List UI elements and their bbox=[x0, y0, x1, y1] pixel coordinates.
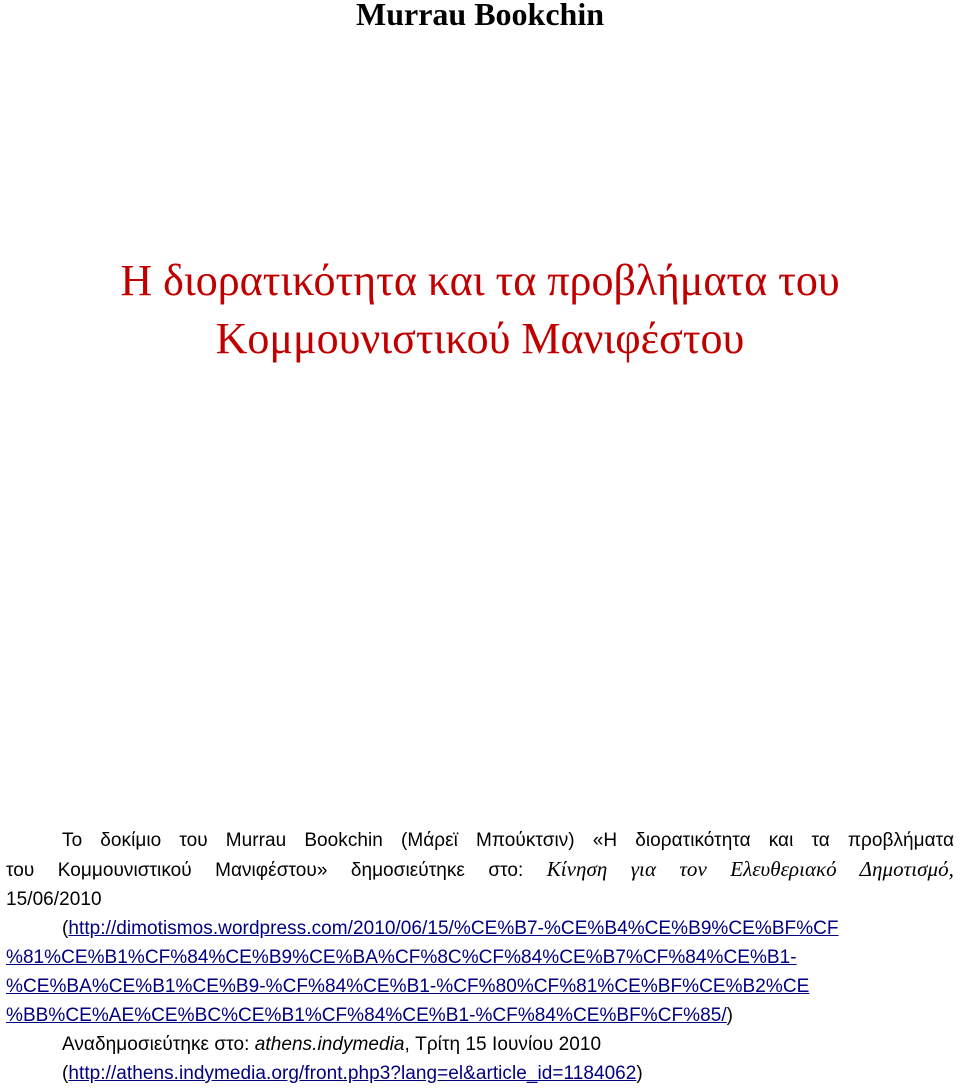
source-link-part-1[interactable]: http://dimotismos.wordpress.com/2010/06/15/%CE%B7-%CE%B4%CE%B9%CE%BF%CF bbox=[68, 918, 839, 939]
document-author: Murrau Bookchin bbox=[355, 0, 605, 32]
intro-line-2-text: του Κομμουνιστικού Μανιφέστου» δημοσιεύτηκε στο: bbox=[6, 860, 524, 881]
close-paren: ) bbox=[726, 1005, 734, 1026]
republication-site: athens.indymedia bbox=[254, 1034, 405, 1055]
url-line-3 bbox=[6, 972, 954, 1001]
close-paren-2: ) bbox=[636, 1063, 643, 1084]
republication-line bbox=[6, 1030, 954, 1059]
open-paren-2: ( bbox=[62, 1063, 69, 1084]
url-line-1 bbox=[6, 914, 954, 943]
republication-label: Αναδημοσιεύτηκε στο: bbox=[62, 1034, 250, 1055]
intro-date: 15/06/2010 bbox=[6, 889, 102, 910]
source-link-part-3[interactable]: %CE%BA%CE%B1%CE%B9-%CF%84%CE%B1-%CF%80%CF%81%CE%BF%CE%B2%CE bbox=[6, 976, 810, 997]
title-line-1: Η διορατικότητα και τα προβλήματα του bbox=[120, 256, 840, 305]
document-title bbox=[0, 252, 960, 368]
indymedia-link[interactable]: http://athens.indymedia.org/front.php3?lang=el&article_id=1184062 bbox=[68, 1063, 637, 1084]
title-line-2: Κομμουνιστικού Μανιφέστου bbox=[215, 314, 745, 363]
url-line-4 bbox=[6, 1001, 954, 1030]
open-paren: ( bbox=[62, 918, 69, 939]
intro-line-2 bbox=[6, 855, 954, 885]
source-link-part-2[interactable]: %81%CE%B1%CF%84%CE%B9%CE%BA%CF%8C%CF%84%CE%B7%CF%84%CE%B1- bbox=[6, 947, 797, 968]
url-line-2 bbox=[6, 943, 954, 972]
source-link-part-4[interactable]: %BB%CE%AE%CE%BC%CE%B1%CF%84%CE%B1-%CF%84%CE%BF%CF%85/ bbox=[6, 1005, 727, 1026]
republication-date: , Τρίτη 15 Ιουνίου 2010 bbox=[404, 1034, 602, 1055]
publication-note bbox=[6, 826, 954, 1088]
url-line-5 bbox=[6, 1059, 954, 1088]
intro-line-1: Το δοκίμιο του Murrau Bookchin (Μάρεϊ Μπούκτσιν) «Η διορατικότητα και τα προβλήματα bbox=[62, 830, 954, 851]
source-name: Κίνηση για τον Ελευθεριακό Δημοτισμό, bbox=[546, 857, 954, 881]
